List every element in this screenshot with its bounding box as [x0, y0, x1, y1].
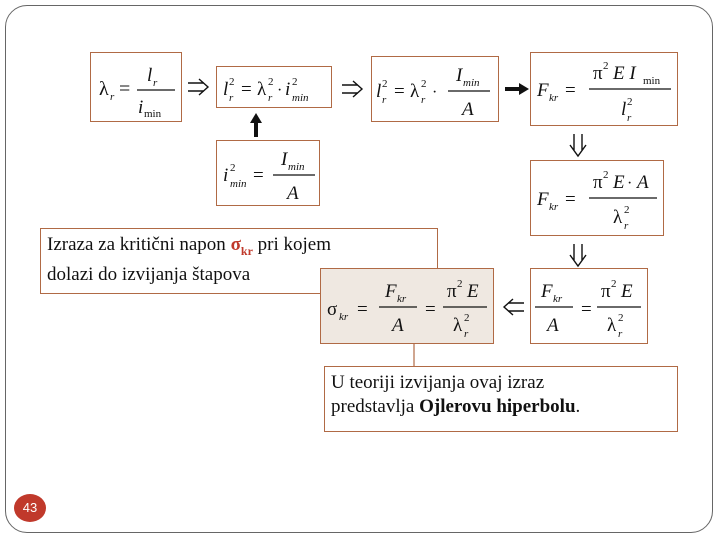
svg-text:·: · [432, 84, 438, 101]
svg-text:l: l [621, 99, 627, 120]
svg-text:i: i [285, 79, 291, 100]
svg-text:r: r [229, 92, 234, 104]
svg-text:=: = [425, 299, 436, 320]
svg-text:min: min [643, 75, 661, 87]
svg-text:kr: kr [339, 311, 349, 323]
page-number-badge: 43 [14, 494, 46, 522]
note-critical-stress-suffix: pri kojem [252, 234, 332, 255]
connector-line [412, 344, 416, 368]
note-critical-stress-prefix: Izraza za kritični napon [47, 234, 231, 255]
svg-text:r: r [618, 328, 623, 340]
svg-text:A: A [392, 315, 404, 336]
svg-text:2: 2 [464, 312, 470, 324]
note-euler-hyperbola [324, 366, 678, 432]
svg-text:·: · [627, 175, 633, 192]
svg-text:=: = [394, 81, 405, 102]
svg-text:=: = [357, 299, 368, 320]
svg-text:i: i [138, 97, 144, 118]
svg-text:r: r [268, 92, 273, 104]
sigma-subscript: kr [240, 243, 253, 258]
svg-text:min: min [230, 178, 247, 190]
svg-text:E: E [467, 281, 479, 302]
svg-text:2: 2 [627, 96, 633, 108]
svg-text:i: i [223, 165, 229, 186]
note-euler-prefix: predstavlja [331, 396, 420, 417]
svg-text:l: l [147, 65, 153, 86]
svg-text:F: F [537, 189, 549, 210]
svg-text:π: π [601, 281, 611, 302]
svg-text:λ: λ [613, 207, 623, 228]
svg-text:r: r [464, 328, 469, 340]
formula-length-squared [216, 66, 332, 108]
svg-text:r: r [153, 77, 158, 89]
note-euler-line1: U teoriji izvijanja ovaj izraz [331, 372, 545, 393]
svg-text:λ: λ [99, 78, 109, 100]
svg-text:r: r [624, 220, 629, 232]
svg-text:I: I [281, 149, 288, 170]
svg-text:A: A [462, 99, 474, 120]
svg-text:F: F [537, 80, 549, 101]
formula-slenderness [90, 52, 182, 122]
svg-text:π: π [593, 172, 603, 193]
svg-text:kr: kr [549, 92, 559, 104]
svg-text:min: min [463, 77, 480, 89]
svg-text:2: 2 [382, 78, 388, 90]
svg-text:E I: E I [613, 63, 636, 84]
svg-text:2: 2 [603, 169, 609, 181]
bold-right-arrow [504, 82, 530, 96]
svg-text:F: F [385, 281, 397, 302]
svg-text:r: r [382, 94, 387, 106]
note-euler-suffix: . [575, 396, 581, 417]
svg-text:σ: σ [327, 299, 338, 320]
svg-text:A: A [547, 315, 559, 336]
svg-text:λ: λ [453, 315, 463, 336]
svg-text:A: A [287, 183, 299, 204]
bold-up-arrow [248, 112, 264, 138]
svg-text:A: A [637, 172, 649, 193]
svg-text:r: r [421, 94, 426, 106]
formula-critical-force-slenderness [530, 160, 664, 236]
implies-arrow-1 [186, 78, 212, 96]
svg-text:=: = [253, 165, 264, 186]
svg-text:π: π [447, 281, 457, 302]
svg-text:=: = [565, 80, 576, 101]
svg-text:λ: λ [257, 79, 267, 100]
svg-text:l: l [376, 81, 382, 102]
svg-text:2: 2 [611, 278, 617, 290]
sigma-symbol: σ [230, 234, 241, 255]
svg-text:2: 2 [230, 162, 236, 174]
svg-text:=: = [581, 299, 592, 320]
svg-text:2: 2 [603, 60, 609, 72]
svg-text:2: 2 [292, 76, 298, 88]
svg-text:r: r [110, 91, 115, 103]
note-critical-stress-line2: dolazi do izvijanja štapova [47, 263, 251, 285]
euler-hyperbola-term: Ojlerovu hiperbolu [419, 396, 576, 417]
svg-text:I: I [456, 65, 463, 86]
svg-text:2: 2 [624, 204, 630, 216]
svg-text:=: = [565, 189, 576, 210]
svg-text:kr: kr [397, 293, 407, 305]
svg-text:2: 2 [618, 312, 624, 324]
svg-text:·: · [277, 82, 283, 99]
svg-text:kr: kr [553, 293, 563, 305]
svg-text:2: 2 [229, 76, 235, 88]
svg-text:r: r [627, 112, 632, 124]
formula-critical-force [530, 52, 678, 126]
formula-critical-stress [320, 268, 494, 344]
svg-text:min: min [288, 161, 305, 173]
svg-text:min: min [144, 108, 162, 120]
formula-radius-of-gyration [216, 140, 320, 206]
implies-left-arrow [500, 298, 526, 316]
svg-text:min: min [292, 92, 309, 104]
svg-text:kr: kr [549, 201, 559, 213]
formula-force-per-area [530, 268, 648, 344]
svg-text:=: = [241, 79, 252, 100]
formula-length-squared-inertia [371, 56, 499, 122]
svg-text:2: 2 [268, 76, 274, 88]
svg-text:E: E [613, 172, 625, 193]
implies-down-arrow-2 [569, 242, 587, 268]
svg-text:π: π [593, 63, 603, 84]
svg-text:λ: λ [410, 81, 420, 102]
svg-text:E: E [621, 281, 633, 302]
sigma-kr-symbol [230, 234, 253, 258]
svg-text:2: 2 [457, 278, 463, 290]
svg-text:F: F [541, 281, 553, 302]
svg-text:2: 2 [421, 78, 427, 90]
implies-arrow-2 [340, 80, 366, 98]
svg-text:l: l [223, 79, 229, 100]
implies-down-arrow-1 [569, 132, 587, 158]
svg-text:=: = [119, 78, 131, 100]
svg-text:λ: λ [607, 315, 617, 336]
